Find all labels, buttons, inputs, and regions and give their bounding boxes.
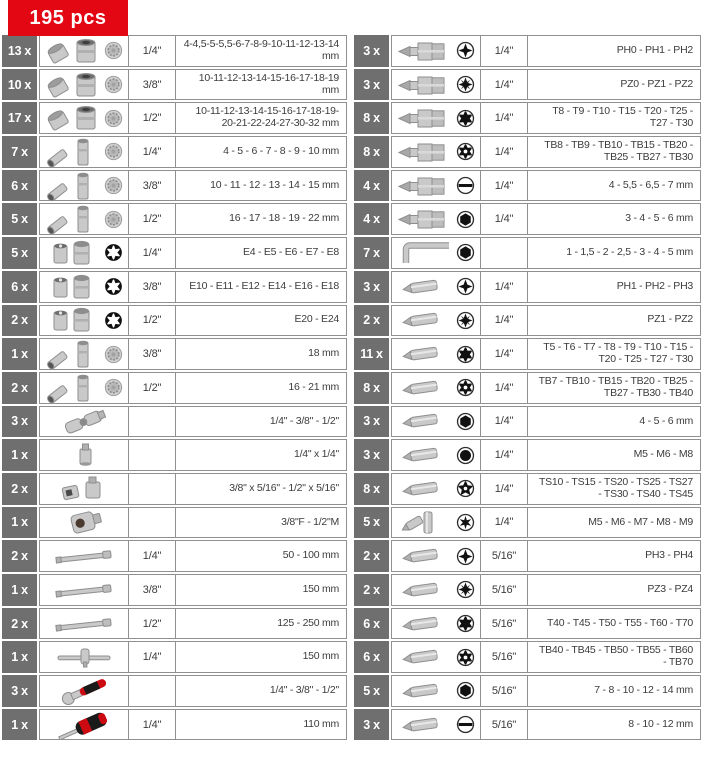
quantity-cell: 2 x — [354, 574, 389, 606]
tool-image-cell — [391, 608, 481, 640]
drive-size-cell: 3/8" — [128, 69, 176, 101]
quantity-cell: 17 x — [2, 102, 37, 134]
sizes-cell: 1/4" - 3/8" - 1/2" — [175, 675, 347, 707]
drive-size-cell: 1/4" — [480, 69, 528, 101]
tool-image-cell — [39, 507, 129, 539]
quantity-cell: 2 x — [2, 473, 37, 505]
table-row — [354, 574, 701, 606]
drive-size-cell: 1/4" — [128, 35, 176, 67]
slotted-badge-icon — [456, 176, 475, 195]
tool-image-cell — [391, 574, 481, 606]
tool-image-cell — [39, 170, 129, 202]
12-point-badge-icon — [104, 41, 123, 60]
drive-size-cell: 1/4" — [480, 271, 528, 303]
tool-image-cell — [391, 675, 481, 707]
universal-joint-icon — [55, 406, 113, 436]
table-row — [354, 203, 701, 235]
extension-bar-icon — [55, 575, 113, 605]
sizes-cell: 18 mm — [175, 338, 347, 370]
hex-key-icon — [397, 238, 455, 268]
deep-socket-icon — [45, 373, 103, 403]
quantity-cell: 6 x — [354, 608, 389, 640]
piece-count-flag — [8, 0, 128, 36]
tool-image-cell — [391, 473, 481, 505]
tool-image-cell — [39, 102, 129, 134]
quantity-cell: 2 x — [2, 608, 37, 640]
sizes-cell: T40 - T45 - T50 - T55 - T60 - T70 — [527, 608, 701, 640]
bit-icon — [397, 406, 455, 436]
adapter-icon — [55, 440, 113, 470]
quantity-cell: 5 x — [354, 507, 389, 539]
sizes-cell: PZ0 - PZ1 - PZ2 — [527, 69, 701, 101]
quantity-cell: 7 x — [354, 237, 389, 269]
torx-badge-icon — [456, 345, 475, 364]
quantity-cell: 3 x — [2, 406, 37, 438]
tool-image-cell — [39, 69, 129, 101]
quantity-cell: 8 x — [354, 102, 389, 134]
sizes-cell: 4 - 5 - 6 - 7 - 8 - 9 - 10 mm — [175, 136, 347, 168]
spline-badge-icon — [456, 513, 475, 532]
tool-image-cell — [39, 473, 129, 505]
quantity-cell: 3 x — [354, 271, 389, 303]
drive-size-cell: 1/4" — [480, 170, 528, 202]
sizes-cell: 4 - 5,5 - 6,5 - 7 mm — [527, 170, 701, 202]
drive-size-cell: 1/2" — [128, 305, 176, 337]
table-row — [354, 136, 701, 168]
quantity-cell: 5 x — [2, 203, 37, 235]
quantity-cell: 1 x — [2, 439, 37, 471]
drive-size-cell: 1/4" — [480, 136, 528, 168]
bit-socket-icon — [397, 171, 455, 201]
quantity-cell: 10 x — [2, 69, 37, 101]
table-row — [354, 406, 701, 438]
table-row — [2, 69, 347, 101]
table-row — [2, 271, 347, 303]
drive-size-cell: 5/16" — [480, 675, 528, 707]
sizes-cell: 1 - 1,5 - 2 - 2,5 - 3 - 4 - 5 mm — [527, 237, 701, 269]
tool-image-cell — [391, 507, 481, 539]
tool-image-cell — [391, 305, 481, 337]
tool-image-cell — [391, 237, 481, 269]
quantity-cell: 3 x — [354, 35, 389, 67]
drive-size-cell: 1/4" — [480, 406, 528, 438]
sizes-cell: E10 - E11 - E12 - E14 - E16 - E18 — [175, 271, 347, 303]
drive-size-cell — [128, 507, 176, 539]
quantity-cell: 5 x — [2, 237, 37, 269]
sizes-cell: TB8 - TB9 - TB10 - TB15 - TB20 - TB25 - TB27 - TB30 — [527, 136, 701, 168]
deep-socket-icon — [45, 204, 103, 234]
ratchet-icon — [55, 676, 113, 706]
bit-icon — [397, 474, 455, 504]
tool-image-cell — [39, 675, 129, 707]
sizes-cell: 16 - 21 mm — [175, 372, 347, 404]
table-row — [354, 372, 701, 404]
drive-size-cell — [480, 237, 528, 269]
drive-size-cell: 5/16" — [480, 641, 528, 673]
table-row — [2, 574, 347, 606]
drive-size-cell: 5/16" — [480, 540, 528, 572]
tool-image-cell — [39, 237, 129, 269]
table-row — [354, 439, 701, 471]
table-row — [354, 237, 701, 269]
extension-bar-icon — [55, 609, 113, 639]
tool-image-cell — [391, 170, 481, 202]
drive-size-cell: 1/2" — [128, 203, 176, 235]
screwdriver-icon — [55, 710, 113, 740]
sizes-cell: 150 mm — [175, 574, 347, 606]
bit-icon — [397, 575, 455, 605]
tool-image-cell — [39, 406, 129, 438]
drive-size-cell: 5/16" — [480, 574, 528, 606]
bit-icon — [397, 541, 455, 571]
bit-socket-icon — [397, 70, 455, 100]
table-row — [354, 338, 701, 370]
sizes-cell: TB40 - TB45 - TB50 - TB55 - TB60 - TB70 — [527, 641, 701, 673]
sizes-cell: PZ1 - PZ2 — [527, 305, 701, 337]
table-row — [354, 540, 701, 572]
sizes-cell: 7 - 8 - 10 - 12 - 14 mm — [527, 675, 701, 707]
quantity-cell: 1 x — [2, 507, 37, 539]
12-point-badge-icon — [104, 378, 123, 397]
table-row — [354, 170, 701, 202]
torx-badge-icon — [456, 614, 475, 633]
quantity-cell: 4 x — [354, 170, 389, 202]
drive-size-cell — [128, 439, 176, 471]
table-row — [2, 507, 347, 539]
12-point-badge-icon — [104, 109, 123, 128]
tool-image-cell — [39, 305, 129, 337]
drive-size-cell — [128, 473, 176, 505]
drive-size-cell: 3/8" — [128, 271, 176, 303]
sockets-accessories-table — [2, 35, 347, 740]
table-row — [2, 608, 347, 640]
sizes-cell: 8 - 10 - 12 mm — [527, 709, 701, 741]
drive-size-cell: 1/4" — [128, 237, 176, 269]
quantity-cell: 8 x — [354, 136, 389, 168]
quantity-cell: 1 x — [2, 338, 37, 370]
adapter-fm-icon — [55, 507, 113, 537]
table-row — [2, 473, 347, 505]
tool-image-cell — [391, 136, 481, 168]
sizes-cell: 10-11-12-13-14-15-16-17-18-19 mm — [175, 69, 347, 101]
drive-size-cell: 1/2" — [128, 102, 176, 134]
tool-image-cell — [39, 540, 129, 572]
drive-size-cell: 5/16" — [480, 709, 528, 741]
quantity-cell: 3 x — [354, 69, 389, 101]
quantity-cell: 2 x — [2, 372, 37, 404]
drive-size-cell: 1/4" — [480, 473, 528, 505]
sizes-cell: 3/8" x 5/16" - 1/2" x 5/16" — [175, 473, 347, 505]
sizes-cell: 3 - 4 - 5 - 6 mm — [527, 203, 701, 235]
drive-size-cell: 1/4" — [480, 35, 528, 67]
table-row — [2, 170, 347, 202]
table-row — [354, 305, 701, 337]
tool-image-cell — [39, 574, 129, 606]
sizes-cell: 125 - 250 mm — [175, 608, 347, 640]
adapter-pair-icon — [55, 474, 113, 504]
sizes-cell: 1/4" x 1/4" — [175, 439, 347, 471]
tool-image-cell — [391, 35, 481, 67]
table-row — [2, 237, 347, 269]
tool-image-cell — [391, 709, 481, 741]
table-row — [354, 473, 701, 505]
sizes-cell: 150 mm — [175, 641, 347, 673]
sizes-cell: 110 mm — [175, 709, 347, 741]
drive-size-cell: 1/4" — [480, 203, 528, 235]
bit-icon — [397, 676, 455, 706]
sizes-cell: PZ3 - PZ4 — [527, 574, 701, 606]
bit-icon — [397, 339, 455, 369]
sizes-cell: 10-11-12-13-14-15-16-17-18-19-20-21-22-24-27-30-32 mm — [175, 102, 347, 134]
tool-image-cell — [39, 372, 129, 404]
hex-badge-icon — [456, 412, 475, 431]
e-torx-badge-icon — [104, 277, 123, 296]
torx-badge-icon — [456, 109, 475, 128]
tool-image-cell — [391, 69, 481, 101]
hex-badge-icon — [456, 243, 475, 262]
phillips-badge-icon — [456, 547, 475, 566]
torx-tamper-badge-icon — [456, 142, 475, 161]
slotted-badge-icon — [456, 715, 475, 734]
drive-size-cell: 1/4" — [480, 439, 528, 471]
table-row — [2, 305, 347, 337]
bit-icon — [397, 373, 455, 403]
quantity-cell: 1 x — [2, 574, 37, 606]
sizes-cell: TS10 - TS15 - TS20 - TS25 - TS27 - TS30 - TS40 - TS45 — [527, 473, 701, 505]
12-point-badge-icon — [104, 142, 123, 161]
drive-size-cell: 1/4" — [128, 540, 176, 572]
drive-size-cell: 1/4" — [480, 507, 528, 539]
bit-icon — [397, 440, 455, 470]
five-lobe-badge-icon — [456, 479, 475, 498]
tool-image-cell — [391, 406, 481, 438]
pozidriv-badge-icon — [456, 75, 475, 94]
sizes-cell: 10 - 11 - 12 - 13 - 14 - 15 mm — [175, 170, 347, 202]
tool-image-cell — [39, 338, 129, 370]
quantity-cell: 4 x — [354, 203, 389, 235]
tool-image-cell — [39, 136, 129, 168]
sizes-cell: 50 - 100 mm — [175, 540, 347, 572]
phillips-badge-icon — [456, 41, 475, 60]
torx-tamper-badge-icon — [456, 648, 475, 667]
e-socket-icon — [45, 272, 103, 302]
bit-icon — [397, 642, 455, 672]
quantity-cell: 13 x — [2, 35, 37, 67]
table-row — [2, 338, 347, 370]
quantity-cell: 6 x — [2, 271, 37, 303]
12-point-badge-icon — [104, 210, 123, 229]
hex-badge-icon — [456, 210, 475, 229]
bit-icon — [397, 710, 455, 740]
quantity-cell: 2 x — [354, 305, 389, 337]
quantity-cell: 1 x — [2, 709, 37, 741]
tool-image-cell — [39, 641, 129, 673]
tool-image-cell — [39, 709, 129, 741]
sizes-cell: T5 - T6 - T7 - T8 - T9 - T10 - T15 - T20 - T25 - T27 - T30 — [527, 338, 701, 370]
sizes-cell: 16 - 17 - 18 - 19 - 22 mm — [175, 203, 347, 235]
quantity-cell: 8 x — [354, 473, 389, 505]
table-row — [2, 102, 347, 134]
bit-icon — [397, 272, 455, 302]
drive-size-cell: 1/2" — [128, 372, 176, 404]
tool-image-cell — [391, 338, 481, 370]
tool-image-cell — [391, 641, 481, 673]
drive-size-cell: 1/4" — [128, 709, 176, 741]
drive-size-cell: 3/8" — [128, 170, 176, 202]
sizes-cell: E4 - E5 - E6 - E7 - E8 — [175, 237, 347, 269]
bit-socket-icon — [397, 103, 455, 133]
sizes-cell: T8 - T9 - T10 - T15 - T20 - T25 - T27 - T30 — [527, 102, 701, 134]
table-row — [2, 136, 347, 168]
sizes-cell: PH0 - PH1 - PH2 — [527, 35, 701, 67]
deep-socket-icon — [45, 137, 103, 167]
table-row — [2, 641, 347, 673]
drive-size-cell: 1/4" — [128, 136, 176, 168]
sizes-cell: TB7 - TB10 - TB15 - TB20 - TB25 - TB27 - TB30 - TB40 — [527, 372, 701, 404]
sizes-cell: 3/8"F - 1/2"M — [175, 507, 347, 539]
quantity-cell: 2 x — [354, 540, 389, 572]
drive-size-cell: 1/4" — [480, 338, 528, 370]
extension-bar-icon — [55, 541, 113, 571]
12-point-badge-icon — [104, 345, 123, 364]
tool-image-cell — [391, 203, 481, 235]
table-row — [354, 271, 701, 303]
table-row — [354, 709, 701, 741]
table-row — [2, 35, 347, 67]
tool-image-cell — [39, 203, 129, 235]
12-point-badge-icon — [104, 75, 123, 94]
drive-size-cell: 1/2" — [128, 608, 176, 640]
bits-table — [354, 35, 701, 740]
pozidriv-badge-icon — [456, 311, 475, 330]
table-row — [2, 439, 347, 471]
table-row — [2, 675, 347, 707]
e-socket-icon — [45, 305, 103, 335]
torx-tamper-badge-icon — [456, 378, 475, 397]
quantity-cell: 3 x — [354, 406, 389, 438]
pozidriv-badge-icon — [456, 580, 475, 599]
sizes-cell: PH3 - PH4 — [527, 540, 701, 572]
drive-size-cell — [128, 406, 176, 438]
table-row — [354, 608, 701, 640]
quantity-cell: 11 x — [354, 338, 389, 370]
quantity-cell: 5 x — [354, 675, 389, 707]
quantity-cell: 3 x — [354, 709, 389, 741]
table-row — [354, 507, 701, 539]
drive-size-cell: 5/16" — [480, 608, 528, 640]
tool-image-cell — [39, 271, 129, 303]
table-row — [2, 372, 347, 404]
quantity-cell: 2 x — [2, 540, 37, 572]
t-handle-icon — [55, 642, 113, 672]
drive-size-cell: 1/4" — [128, 641, 176, 673]
table-row — [2, 709, 347, 741]
socket-icon — [45, 70, 103, 100]
quantity-cell: 2 x — [2, 305, 37, 337]
table-row — [354, 675, 701, 707]
tool-image-cell — [391, 271, 481, 303]
bit-icon — [397, 305, 455, 335]
drive-size-cell: 1/4" — [480, 305, 528, 337]
table-row — [354, 102, 701, 134]
table-row — [2, 406, 347, 438]
socket-icon — [45, 36, 103, 66]
sizes-cell: 4 - 5 - 6 mm — [527, 406, 701, 438]
square-badge-icon — [456, 446, 475, 465]
bit-icon — [397, 609, 455, 639]
bit-socket-icon — [397, 204, 455, 234]
hex-badge-icon — [456, 681, 475, 700]
table-row — [354, 35, 701, 67]
sizes-cell: M5 - M6 - M7 - M8 - M9 — [527, 507, 701, 539]
drive-size-cell: 3/8" — [128, 574, 176, 606]
quantity-cell: 7 x — [2, 136, 37, 168]
phillips-badge-icon — [456, 277, 475, 296]
drive-size-cell: 1/4" — [480, 372, 528, 404]
quantity-cell: 1 x — [2, 641, 37, 673]
tool-image-cell — [391, 439, 481, 471]
drive-size-cell: 3/8" — [128, 338, 176, 370]
quantity-cell: 6 x — [2, 170, 37, 202]
tool-image-cell — [39, 439, 129, 471]
tool-image-cell — [39, 35, 129, 67]
tool-image-cell — [391, 102, 481, 134]
tool-image-cell — [391, 372, 481, 404]
quantity-cell: 8 x — [354, 372, 389, 404]
bit-socket-icon — [397, 36, 455, 66]
table-row — [354, 69, 701, 101]
piece-count-label: 195 pcs — [29, 6, 107, 29]
table-row — [354, 641, 701, 673]
tool-image-cell — [391, 540, 481, 572]
bit-pair-icon — [397, 507, 455, 537]
quantity-cell: 3 x — [354, 439, 389, 471]
sizes-cell: 4-4,5-5-5,5-6-7-8-9-10-11-12-13-14 mm — [175, 35, 347, 67]
bit-socket-icon — [397, 137, 455, 167]
12-point-badge-icon — [104, 176, 123, 195]
table-row — [2, 203, 347, 235]
drive-size-cell: 1/4" — [480, 102, 528, 134]
socket-icon — [45, 103, 103, 133]
deep-socket-icon — [45, 339, 103, 369]
table-row — [2, 540, 347, 572]
quantity-cell: 3 x — [2, 675, 37, 707]
sizes-cell: 1/4" - 3/8" - 1/2" — [175, 406, 347, 438]
drive-size-cell — [128, 675, 176, 707]
sizes-cell: PH1 - PH2 - PH3 — [527, 271, 701, 303]
tool-image-cell — [39, 608, 129, 640]
sizes-cell: E20 - E24 — [175, 305, 347, 337]
e-torx-badge-icon — [104, 243, 123, 262]
e-socket-icon — [45, 238, 103, 268]
sizes-cell: M5 - M6 - M8 — [527, 439, 701, 471]
quantity-cell: 6 x — [354, 641, 389, 673]
e-torx-badge-icon — [104, 311, 123, 330]
deep-socket-icon — [45, 171, 103, 201]
